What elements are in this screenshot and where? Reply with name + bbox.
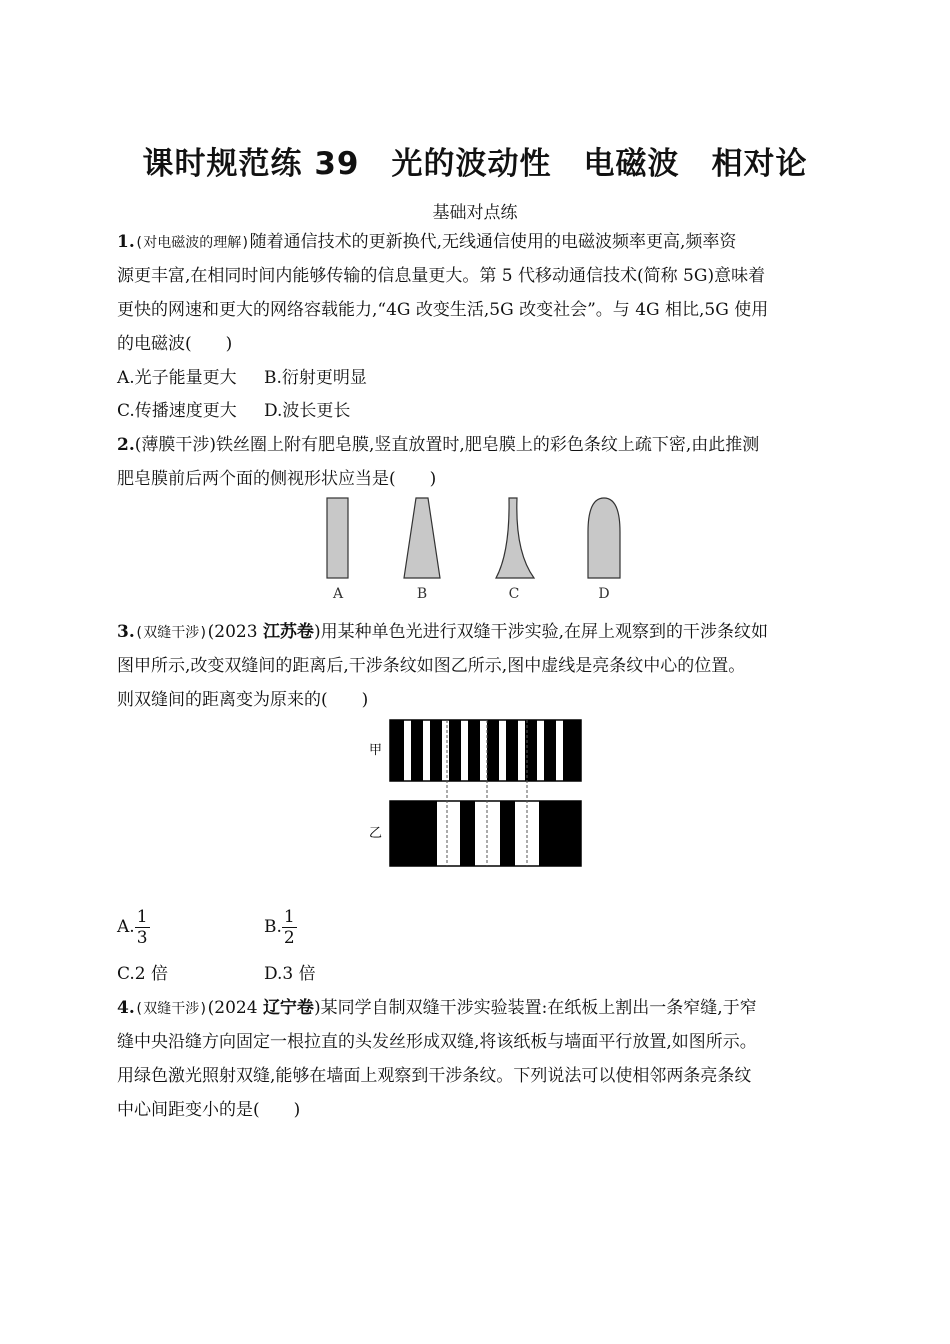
q1-option-c: C.传播速度更大 bbox=[117, 401, 237, 421]
q3-text-3: 则双缝间的距离变为原来的( ) bbox=[117, 690, 369, 710]
q1-tag: (对电磁波的理解) bbox=[134, 235, 250, 251]
q4-text-4: 中心间距变小的是( ) bbox=[117, 1100, 301, 1120]
q1-option-b: B.衍射更明显 bbox=[264, 368, 367, 388]
q3-number: 3 bbox=[117, 622, 129, 642]
q4-line-1: 4.(双缝干涉)(2024 辽宁卷)某同学自制双缝干涉实验装置:在纸板上割出一条窄缝,于窄 bbox=[117, 998, 757, 1018]
pattern-yi bbox=[390, 801, 581, 866]
page-title: 课时规范练 39 光的波动性 电磁波 相对论 bbox=[142, 146, 808, 182]
q3-option-a: A. $\frac{1}{3}$ bbox=[117, 907, 148, 948]
q1-option-d: D.波长更长 bbox=[264, 401, 351, 421]
fig-label-jia: 甲 bbox=[369, 743, 383, 758]
q2-line-1: 2.(薄膜干涉)铁丝圈上附有肥皂膜,竖直放置时,肥皂膜上的彩色条纹上疏下密,由此推测 bbox=[117, 435, 760, 455]
shape-d-dome bbox=[588, 498, 620, 578]
fig-label-yi: 乙 bbox=[369, 826, 383, 841]
pattern-jia bbox=[390, 720, 581, 781]
shape-c-concave bbox=[496, 498, 534, 578]
shape-b-trapezoid bbox=[404, 498, 440, 578]
q3-option-d: D.3 倍 bbox=[264, 964, 316, 984]
q4-source: 辽宁卷 bbox=[262, 998, 314, 1018]
q3-option-a-numerator: 1 bbox=[136, 907, 148, 927]
section-heading: 基础对点练 bbox=[432, 203, 518, 223]
q3-option-b: B. $\frac{1}{2}$ bbox=[264, 907, 295, 948]
fig-label-c: C bbox=[508, 586, 520, 602]
q4-year: (2024 bbox=[207, 998, 263, 1018]
q2-text-2: 肥皂膜前后两个面的侧视形状应当是( ) bbox=[117, 469, 437, 489]
q3-source: 江苏卷 bbox=[262, 622, 314, 642]
fig-label-a: A bbox=[332, 586, 344, 602]
q2-number: 2 bbox=[117, 435, 129, 455]
q3-text-1: )用某种单色光进行双缝干涉实验,在屏上观察到的干涉条纹如 bbox=[313, 622, 768, 642]
fig-label-d: D bbox=[598, 586, 610, 602]
q1-line-1: 1.(对电磁波的理解)随着通信技术的更新换代,无线通信使用的电磁波频率更高,频率资 bbox=[117, 232, 737, 252]
q3-text-2: 图甲所示,改变双缝间的距离后,干涉条纹如图乙所示,图中虚线是亮条纹中心的位置。 bbox=[117, 656, 746, 676]
q3-option-b-denominator: 2 bbox=[283, 928, 295, 948]
q1-text-2: 源更丰富,在相同时间内能够传输的信息量更大。第 5 代移动通信技术(简称 5G)意味着 bbox=[117, 266, 766, 286]
q3-option-b-numerator: 1 bbox=[283, 907, 295, 927]
shape-a-rect bbox=[327, 498, 348, 578]
q2-film-shapes-figure bbox=[310, 492, 650, 607]
q1-option-a: A.光子能量更大 bbox=[117, 368, 237, 388]
q3-tag: (双缝干涉) bbox=[134, 625, 208, 641]
q4-text-3: 用绿色激光照射双缝,能够在墙面上观察到干涉条纹。下列说法可以使相邻两条亮条纹 bbox=[117, 1066, 752, 1086]
q1-number: 1 bbox=[117, 232, 129, 252]
q4-tag: (双缝干涉) bbox=[134, 1001, 208, 1017]
q3-option-c: C.2 倍 bbox=[117, 964, 169, 984]
q1-text-1: 随着通信技术的更新换代,无线通信使用的电磁波频率更高,频率资 bbox=[249, 232, 737, 252]
q4-text-1: )某同学自制双缝干涉实验装置:在纸板上割出一条窄缝,于窄 bbox=[313, 998, 757, 1018]
q2-tag: (薄膜干涉) bbox=[134, 435, 217, 455]
q1-text-4: 的电磁波( ) bbox=[117, 334, 233, 354]
fig-label-b: B bbox=[416, 586, 428, 602]
q3-fringe-figure bbox=[365, 716, 587, 871]
q4-text-2: 缝中央沿缝方向固定一根拉直的头发丝形成双缝,将该纸板与墙面平行放置,如图所示。 bbox=[117, 1032, 757, 1052]
q2-text-1: 铁丝圈上附有肥皂膜,竖直放置时,肥皂膜上的彩色条纹上疏下密,由此推测 bbox=[216, 435, 760, 455]
q3-option-a-denominator: 3 bbox=[136, 928, 148, 948]
q3-year: (2023 bbox=[207, 622, 263, 642]
q1-text-3: 更快的网速和更大的网络容载能力,“4G 改变生活,5G 改变社会”。与 4G 相比,5G 使用 bbox=[117, 300, 769, 320]
q3-line-1: 3.(双缝干涉)(2023 江苏卷)用某种单色光进行双缝干涉实验,在屏上观察到的干涉条纹如 bbox=[117, 622, 768, 642]
q4-number: 4 bbox=[117, 998, 129, 1018]
